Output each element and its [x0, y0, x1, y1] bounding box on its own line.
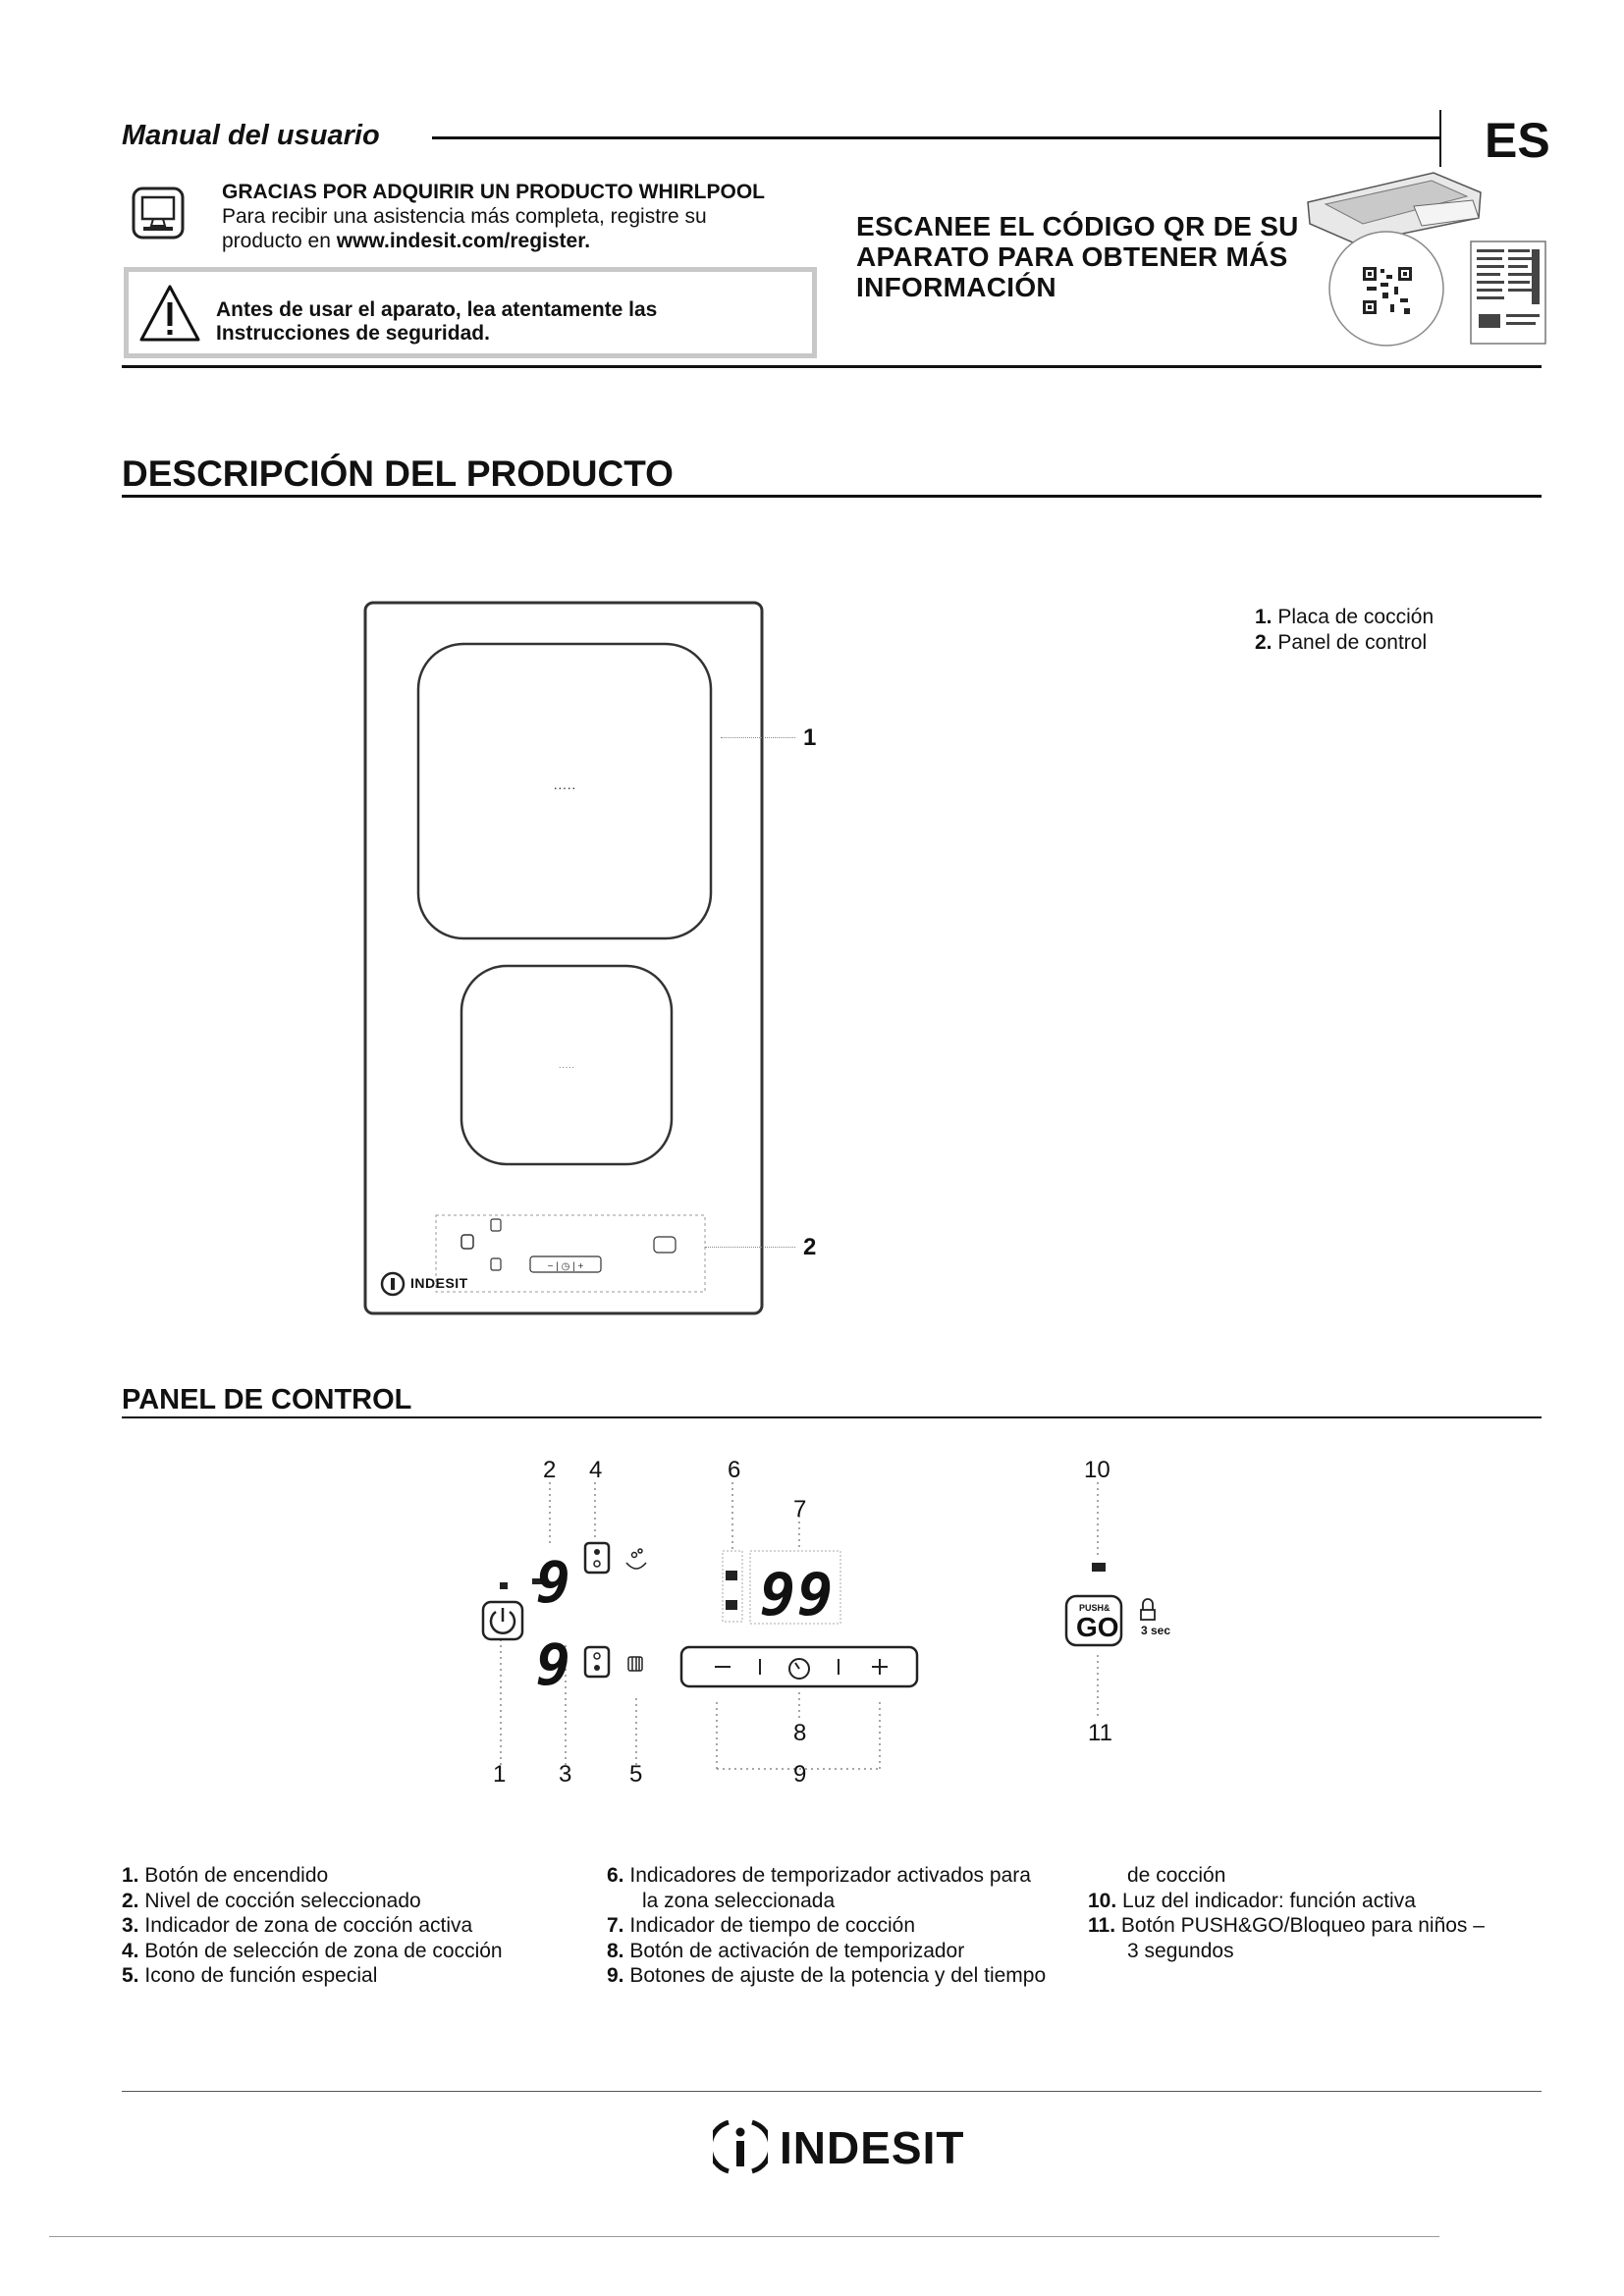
list-item: 9. Botones de ajuste de la potencia y del tiempo — [607, 1964, 1047, 1987]
cp-callout-9: 9 — [793, 1761, 807, 1788]
list-item-continued: la zona seleccionada — [642, 1889, 836, 1912]
thanks-line2-prefix: producto en — [222, 230, 337, 252]
push-go-button[interactable] — [1066, 1596, 1121, 1645]
cp-callout-8: 8 — [793, 1720, 807, 1746]
cp-callout-4: 4 — [589, 1457, 603, 1483]
cooking-level-display-top: 9 — [536, 1549, 570, 1616]
power-button[interactable] — [483, 1602, 522, 1639]
product-description-rule — [122, 495, 1542, 498]
svg-text:·····: ····· — [553, 779, 576, 795]
cp-legend-col1 — [122, 1863, 503, 1989]
list-item: 8. Botón de activación de temporizador — [607, 1939, 965, 1962]
product-legend — [1255, 605, 1434, 655]
cooking-level-display-bottom: 9 — [536, 1631, 570, 1698]
hob-leader-2 — [705, 1247, 795, 1248]
push-label: PUSH& — [1079, 1603, 1110, 1613]
list-item: 7. Indicador de tiempo de cocción — [607, 1914, 916, 1937]
list-item-continued: 3 segundos — [1127, 1939, 1234, 1962]
warning-line2: Instrucciones de seguridad. — [216, 322, 490, 345]
qr-line3: INFORMACIÓN — [856, 272, 1056, 302]
cp-callout-5: 5 — [629, 1761, 643, 1788]
cp-callout-3: 3 — [559, 1761, 572, 1788]
list-item: 11. Botón PUSH&GO/Bloqueo para niños – — [1088, 1914, 1485, 1937]
cooking-time-display: 99 — [760, 1561, 836, 1629]
zone-select-button-bottom[interactable] — [585, 1647, 609, 1677]
warning-line1: Antes de usar el aparato, lea atentamente las — [216, 298, 658, 321]
hob-brand: INDESIT — [410, 1275, 468, 1291]
control-panel-rule — [122, 1416, 1542, 1418]
list-item: 2. Nivel de cocción seleccionado — [122, 1889, 421, 1912]
header-rule — [432, 136, 1439, 139]
hob-leader-1 — [721, 737, 795, 738]
list-item: 1. Placa de cocción — [1255, 606, 1435, 628]
list-item: 1. Botón de encendido — [122, 1864, 329, 1887]
footer-logo-icon — [713, 2116, 768, 2177]
product-description-heading: DESCRIPCIÓN DEL PRODUCTO — [122, 454, 674, 494]
cp-callout-1: 1 — [493, 1761, 507, 1788]
appliance-qr-illustration — [1306, 167, 1547, 349]
register-link[interactable]: www.indesit.com/register. — [336, 230, 591, 252]
list-item: 2. Panel de control — [1255, 630, 1428, 654]
svg-text:− | ◷ | +: − | ◷ | + — [547, 1261, 584, 1272]
cp-callout-2: 2 — [543, 1457, 557, 1483]
thanks-title: GRACIAS POR ADQUIRIR UN PRODUCTO WHIRLPOOL — [222, 181, 766, 203]
monitor-icon — [132, 187, 185, 245]
power-time-slider[interactable] — [681, 1647, 917, 1686]
footer-brand: INDESIT — [780, 2122, 965, 2173]
list-item: 3. Indicador de zona de cocción activa — [122, 1914, 473, 1937]
list-item-continued: de cocción — [1127, 1864, 1226, 1887]
footer-rule — [122, 2091, 1542, 2092]
page-bottom-rule — [49, 2236, 1439, 2237]
svg-text:·····: ····· — [558, 1062, 575, 1073]
list-item: 10. Luz del indicador: función activa — [1088, 1889, 1416, 1912]
list-item: 6. Indicadores de temporizador activados para — [607, 1864, 1031, 1887]
list-item: 4. Botón de selección de zona de cocción — [122, 1939, 503, 1962]
cp-callout-11: 11 — [1088, 1720, 1112, 1746]
manual-title: Manual del usuario — [122, 120, 380, 151]
lock-seconds-label: 3 sec — [1141, 1624, 1171, 1637]
control-panel-heading: PANEL DE CONTROL — [122, 1384, 412, 1415]
list-item: 5. Icono de función especial — [122, 1964, 378, 1987]
qr-line1: ESCANEE EL CÓDIGO QR DE SU — [856, 211, 1299, 241]
thanks-line1: Para recibir una asistencia más completa, registre su — [222, 205, 707, 228]
header-divider — [1439, 110, 1441, 167]
qr-line2: APARATO PARA OBTENER MÁS — [856, 241, 1288, 272]
header-bottom-rule — [122, 365, 1542, 368]
cp-callout-7: 7 — [793, 1496, 807, 1522]
hob-callout-2: 2 — [803, 1234, 817, 1260]
cp-callout-10: 10 — [1084, 1457, 1110, 1483]
cp-callout-6: 6 — [728, 1457, 741, 1483]
zone-select-button-top[interactable] — [585, 1543, 609, 1573]
warning-icon — [137, 283, 202, 344]
cp-legend-col3 — [1088, 1863, 1485, 1963]
go-label: GO — [1076, 1612, 1119, 1642]
thanks-line2 — [222, 229, 590, 253]
hob-outline-drawing — [363, 601, 766, 1317]
language-code: ES — [1485, 113, 1550, 168]
cp-legend-col2 — [607, 1863, 1046, 1989]
hob-callout-1: 1 — [803, 724, 817, 751]
